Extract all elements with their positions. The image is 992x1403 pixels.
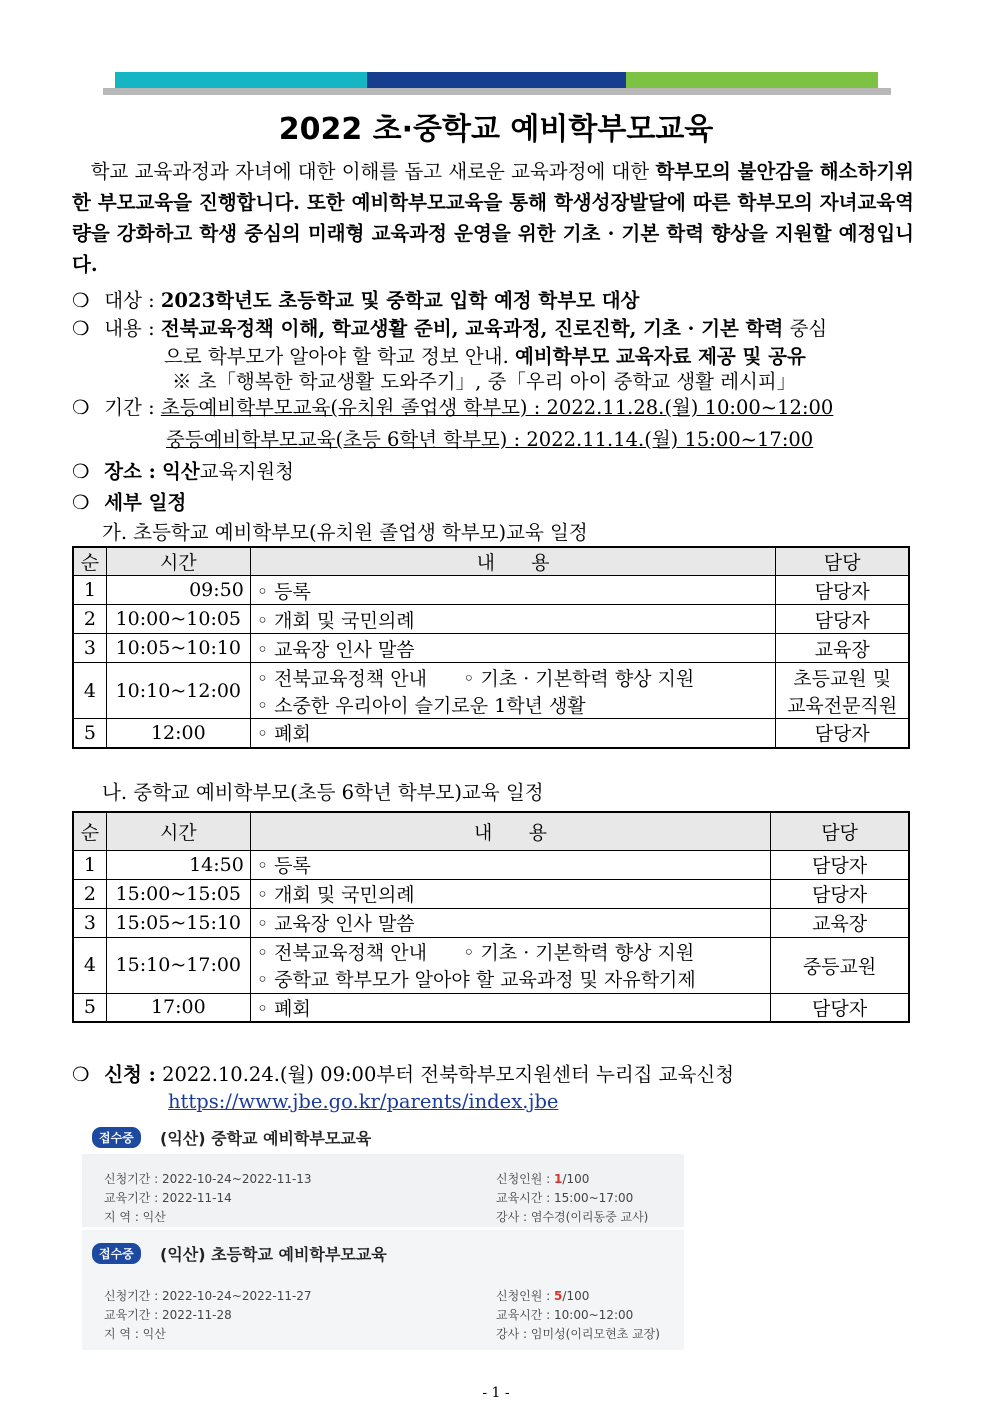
place-rest: 교육지원청: [199, 460, 294, 483]
header-charge: 담당: [771, 812, 909, 850]
bullet-circle-icon: ❍: [72, 317, 90, 340]
content-line: [72, 313, 827, 341]
header-content: 내 용: [250, 547, 775, 576]
tableA-caption: 가. 초등학교 예비학부모(유치원 졸업생 학부모)교육 일정: [102, 521, 588, 544]
row-content: ◦ 교육장 인사 말씀: [250, 908, 770, 937]
row-time: 10:05~10:10: [106, 634, 250, 663]
card-apply-period: 신청기간 : 2022-10-24~2022-11-27: [104, 1289, 312, 1303]
period-line: [72, 392, 833, 420]
row-no: 2: [73, 605, 106, 634]
target-label: 대상 :: [104, 289, 155, 312]
target-text: 2023학년도 초등학교 및 중학교 입학 예정 학부모 대상: [160, 289, 640, 312]
table-row: [73, 634, 909, 663]
content-text1: 전북교육정책 이해, 학교생활 준비, 교육과정, 진로진학, 기초 · 기본 학력: [160, 317, 784, 340]
card-count-label: 신청인원 :: [496, 1289, 555, 1303]
row-charge: 담당자: [776, 719, 909, 748]
row-content: [250, 663, 775, 719]
row-charge: [776, 663, 909, 719]
row-charge-line1: 초등교원 및: [793, 667, 892, 690]
intro-part1: 학교 교육과정과 자녀에 대한 이해를 돕고 새로운 교육과정에 대한: [90, 160, 656, 183]
header-time: 시간: [106, 547, 250, 576]
row-content-line1: ◦ 전북교육정책 안내 ◦ 기초 · 기본학력 향상 지원: [256, 667, 695, 690]
table-row: [73, 908, 909, 937]
header-underline: [103, 88, 891, 95]
status-badge: 접수중: [92, 1243, 141, 1264]
content-text1b: 중심: [783, 317, 828, 340]
content-text2b: 예비학부모 교육자료 제공 및 공유: [514, 345, 806, 368]
bullet-circle-icon: ❍: [72, 491, 90, 514]
bullet-circle-icon: ❍: [72, 396, 90, 419]
row-no: 2: [73, 879, 106, 908]
row-time: 15:05~15:10: [106, 908, 250, 937]
row-charge: 담당자: [771, 879, 909, 908]
row-charge: 담당자: [771, 850, 909, 879]
card-apply-period: 신청기간 : 2022-10-24~2022-11-13: [104, 1172, 312, 1186]
page-number: - 1 -: [482, 1385, 510, 1401]
table-row: [73, 993, 909, 1022]
row-content: ◦ 폐회: [250, 719, 775, 748]
content-text2a: 으로 학부모가 알아야 할 학교 정보 안내.: [164, 345, 515, 368]
row-time: 09:50: [106, 576, 250, 605]
bullet-circle-icon: ❍: [72, 289, 90, 312]
course-title-link[interactable]: (익산) 초등학교 예비학부모교육: [160, 1245, 387, 1264]
card-region: 지 역 : 익산: [104, 1327, 166, 1341]
row-no: 5: [73, 719, 106, 748]
row-no: 4: [73, 937, 106, 993]
schedule-table-elementary: [72, 546, 910, 749]
place-bold: 익산: [162, 460, 200, 483]
header-no: 순: [73, 547, 106, 576]
row-content-line2: ◦ 중학교 학부모가 알아야 할 교육과정 및 자유학기제: [256, 969, 696, 991]
card-count-now: 1: [554, 1172, 563, 1186]
table-row: [73, 879, 909, 908]
card-edu-period: 교육기간 : 2022-11-14: [104, 1191, 232, 1205]
row-charge: 교육장: [776, 634, 909, 663]
intro-paragraph: [72, 156, 914, 280]
row-content: ◦ 등록: [250, 850, 770, 879]
card-count-total: /100: [562, 1289, 590, 1303]
table-header-row: [73, 812, 909, 850]
row-content-line2: ◦ 소중한 우리아이 슬기로운 1학년 생활: [256, 694, 586, 717]
course-title-link[interactable]: (익산) 중학교 예비학부모교육: [160, 1129, 372, 1148]
content-line2: [164, 341, 806, 369]
header-bar-teal: [115, 72, 367, 88]
apply-label: 신청 :: [104, 1063, 156, 1086]
header-bar-navy: [367, 72, 626, 88]
period-elementary: 초등예비학부모교육(유치원 졸업생 학부모) : 2022.11.28.(월) 10:00~12:00: [160, 396, 834, 419]
card-count-now: 5: [554, 1289, 563, 1303]
apply-line: [72, 1059, 734, 1087]
place-label: 장소 :: [104, 460, 156, 483]
period-label: 기간 :: [104, 396, 155, 419]
row-content: ◦ 교육장 인사 말씀: [250, 634, 775, 663]
row-content: ◦ 폐회: [250, 993, 770, 1022]
row-no: 3: [73, 634, 106, 663]
content-label: 내용 :: [104, 317, 155, 340]
table-header-row: [73, 547, 909, 576]
status-badge: 접수중: [92, 1127, 141, 1148]
row-time: 10:10~12:00: [106, 663, 250, 719]
tableB-caption: 나. 중학교 예비학부모(초등 6학년 학부모)교육 일정: [102, 781, 544, 804]
row-time: 15:00~15:05: [106, 879, 250, 908]
row-content-line1: ◦ 전북교육정책 안내 ◦ 기초 · 기본학력 향상 지원: [256, 942, 695, 964]
row-content: ◦ 개회 및 국민의례: [250, 605, 775, 634]
target-line: [72, 285, 639, 313]
row-charge: 담당자: [771, 993, 909, 1022]
table-row: [73, 937, 909, 993]
row-content: ◦ 개회 및 국민의례: [250, 879, 770, 908]
apply-url-link[interactable]: https://www.jbe.go.kr/parents/index.jbe: [168, 1090, 559, 1113]
bullet-circle-icon: ❍: [72, 460, 90, 483]
card-count-label: 신청인원 :: [496, 1172, 555, 1186]
card-lecturer: 강사 : 임미성(이리모현초 교장): [496, 1327, 660, 1341]
card-count: [496, 1170, 589, 1187]
card-region: 지 역 : 익산: [104, 1210, 166, 1224]
table-row: [73, 663, 909, 719]
row-time: 14:50: [106, 850, 250, 879]
row-time: 17:00: [106, 993, 250, 1022]
content-note: ※ 초「행복한 학교생활 도와주기」, 중「우리 아이 중학교 생활 레시피」: [172, 370, 797, 393]
row-time: 15:10~17:00: [106, 937, 250, 993]
row-time: 10:00~10:05: [106, 605, 250, 634]
header-no: 순: [73, 812, 106, 850]
row-no: 1: [73, 850, 106, 879]
row-no: 1: [73, 576, 106, 605]
card-count: [496, 1287, 589, 1304]
row-no: 5: [73, 993, 106, 1022]
header-bar-green: [626, 72, 878, 88]
row-time: 12:00: [106, 719, 250, 748]
header-charge: 담당: [776, 547, 909, 576]
card-edu-time: 교육시간 : 10:00~12:00: [496, 1308, 634, 1322]
row-content: ◦ 등록: [250, 576, 775, 605]
detail-label: 세부 일정: [104, 491, 187, 514]
intro-part2: 에 따른 학부모의 자녀교육역량을 강화하고 학생 중심의 미래형 교육과정 운영을 위한 기초 · 기본 학력 향상을 지원할 예정입니다.: [72, 191, 914, 276]
place-line: [72, 456, 294, 484]
period-middle: [166, 424, 813, 452]
table-row: [73, 719, 909, 748]
row-no: 4: [73, 663, 106, 719]
apply-text: 2022.10.24.(월) 09:00부터 전북학부모지원센터 누리집 교육신청: [162, 1063, 735, 1086]
card-edu-time: 교육시간 : 15:00~17:00: [496, 1191, 634, 1205]
detail-line: [72, 487, 186, 515]
table-row: [73, 576, 909, 605]
row-content: [250, 937, 770, 993]
header-time: 시간: [106, 812, 250, 850]
row-charge: 담당자: [776, 576, 909, 605]
bullet-circle-icon: ❍: [72, 1063, 90, 1086]
row-charge-line2: 교육전문직원: [787, 694, 898, 717]
card-edu-period: 교육기간 : 2022-11-28: [104, 1308, 232, 1322]
row-charge: 교육장: [771, 908, 909, 937]
card-lecturer: 강사 : 염수경(이리동중 교사): [496, 1210, 649, 1224]
table-row: [73, 605, 909, 634]
header-content: 내 용: [250, 812, 770, 850]
row-charge: 중등교원: [771, 937, 909, 993]
apply-url-line: [168, 1090, 558, 1113]
page-title: 2022 초·중학교 예비학부모교육: [278, 112, 714, 147]
row-charge: 담당자: [776, 605, 909, 634]
period-middle-text: 중등예비학부모교육(초등 6학년 학부모) : 2022.11.14.(월) 15:00~17:00: [166, 428, 814, 451]
table-row: [73, 850, 909, 879]
card-count-total: /100: [562, 1172, 590, 1186]
intro-part1-bold: 학부모의 불안감을 해소하기위한 부모교육을 진행합니다. 또한 예비학부모교육을 통해 학생성장발달: [72, 160, 914, 214]
schedule-table-middle: [72, 811, 910, 1023]
row-no: 3: [73, 908, 106, 937]
